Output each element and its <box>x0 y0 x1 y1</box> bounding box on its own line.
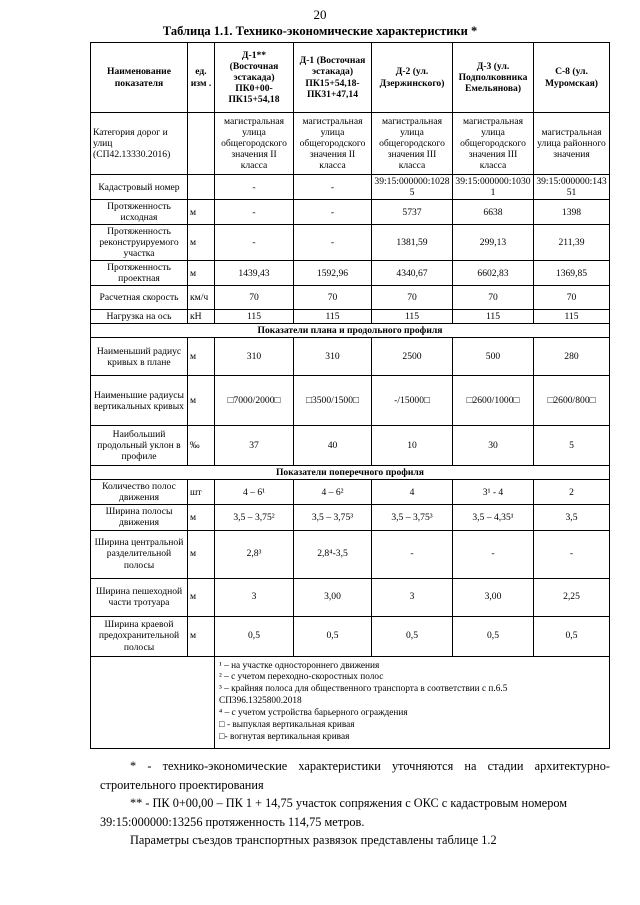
row-unit: м <box>188 505 215 530</box>
row-label: Ширина пешеходной части тротуара <box>91 578 188 616</box>
row-value-c1: 4 – 6¹ <box>215 480 294 505</box>
footnote-line: ¹ – на участке одностороннего движения <box>219 660 380 671</box>
section-heading: Показатели плана и продольного профиля <box>91 324 610 338</box>
header-d2: Д-2 (ул. Дзержинского) <box>372 43 453 113</box>
row-value-c3: -/15000□ <box>372 376 453 426</box>
row-value-c5: 70 <box>534 286 610 310</box>
footnote-line: СП396.1325800.2018 <box>219 696 302 707</box>
row-value-c3: 4340,67 <box>372 261 453 286</box>
footnote-line: ⁴ – с учетом устройства барьерного ограждения <box>219 708 408 719</box>
row-value-c4: 6638 <box>453 200 534 225</box>
header-name: Наименование показателя <box>91 43 188 113</box>
row-value-c1: 310 <box>215 338 294 376</box>
row-value-c1: 115 <box>215 310 294 324</box>
row-label: Протяженность реконструируемого участка <box>91 225 188 261</box>
row-value-c4: 3,5 – 4,35¹ <box>453 505 534 530</box>
table-row <box>91 530 610 578</box>
table-row <box>91 480 610 505</box>
row-label: Ширина краевой предохранительной полосы <box>91 616 188 656</box>
row-value-c2: 40 <box>294 426 372 466</box>
row-unit <box>188 175 215 200</box>
row-label: Кадастровый номер <box>91 175 188 200</box>
row-value-c2: 115 <box>294 310 372 324</box>
row-value-c1: магистральная улица общегородского значения II класса <box>215 113 294 175</box>
row-value-c3: 3 <box>372 578 453 616</box>
row-value-c4: 0,5 <box>453 616 534 656</box>
row-value-c4: 6602,83 <box>453 261 534 286</box>
row-value-c1: 70 <box>215 286 294 310</box>
row-label: Ширина полосы движения <box>91 505 188 530</box>
row-value-c5: 1398 <box>534 200 610 225</box>
row-label: Протяженность проектная <box>91 261 188 286</box>
row-value-c5: 280 <box>534 338 610 376</box>
row-unit: кН <box>188 310 215 324</box>
row-value-c2: 70 <box>294 286 372 310</box>
header-d1-b: Д-1 (Восточная эстакада) ПК15+54,18-ПК31+47,14 <box>294 43 372 113</box>
row-value-c5: магистральная улица районного значения <box>534 113 610 175</box>
row-value-c3: 70 <box>372 286 453 310</box>
row-value-c4: - <box>453 530 534 578</box>
footnote-line: ² – с учетом переходно-скоростных полос <box>219 672 384 683</box>
footnotes-cell <box>215 656 610 748</box>
row-unit: м <box>188 578 215 616</box>
row-unit: м <box>188 530 215 578</box>
header-c8: С-8 (ул. Муромская) <box>534 43 610 113</box>
note-star: * - технико-экономические характеристики уточняются на стадии архитектурно-строительного проектирования <box>100 759 610 792</box>
table-row <box>91 426 610 466</box>
row-value-c5: 1369,85 <box>534 261 610 286</box>
footnote-line: ³ – крайняя полоса для общественного транспорта в соответствии с п.6.5 <box>219 684 508 695</box>
row-value-c2: - <box>294 175 372 200</box>
header-d3: Д-3 (ул. Подполковника Емельянова) <box>453 43 534 113</box>
row-unit: ‰ <box>188 426 215 466</box>
row-value-c2: 3,00 <box>294 578 372 616</box>
note-double-star-line1: ** - ПК 0+00,00 – ПК 1 + 14,75 участок сопряжения с ОКС с кадастровым номером <box>130 796 568 810</box>
row-value-c4: 70 <box>453 286 534 310</box>
row-value-c4: 3¹ - 4 <box>453 480 534 505</box>
row-value-c1: 0,5 <box>215 616 294 656</box>
note-double-star <box>100 794 610 831</box>
note-double-star-line2: 39:15:000000:13256 протяженность 114,75 метров. <box>100 814 365 829</box>
section-plan-profile <box>91 324 610 338</box>
page-number: 20 <box>313 7 327 22</box>
row-value-c1: - <box>215 225 294 261</box>
row-label: Нагрузка на ось <box>91 310 188 324</box>
row-value-c2: - <box>294 225 372 261</box>
table-row <box>91 286 610 310</box>
row-value-c1: 3 <box>215 578 294 616</box>
row-label: Наибольший продольный уклон в профиле <box>91 426 188 466</box>
row-value-c1: 37 <box>215 426 294 466</box>
row-unit: м <box>188 225 215 261</box>
row-value-c1: 3,5 – 3,75² <box>215 505 294 530</box>
row-value-c3: 39:15:000000:10285 <box>372 175 453 200</box>
row-unit: м <box>188 338 215 376</box>
row-value-c2: □3500/1500□ <box>294 376 372 426</box>
header-unit: ед. изм . <box>188 43 215 113</box>
row-label: Ширина центральной разделительной полосы <box>91 530 188 578</box>
row-value-c4: магистральная улица общегородского значения III класса <box>453 113 534 175</box>
row-label: Протяженность исходная <box>91 200 188 225</box>
row-value-c5: 115 <box>534 310 610 324</box>
row-value-c5: 2 <box>534 480 610 505</box>
row-value-c5: 39:15:000000:14351 <box>534 175 610 200</box>
row-value-c3: 1381,59 <box>372 225 453 261</box>
row-value-c1: □7000/2000□ <box>215 376 294 426</box>
row-value-c5: 211,39 <box>534 225 610 261</box>
table-row <box>91 225 610 261</box>
row-value-c3: 5737 <box>372 200 453 225</box>
row-value-c4: □2600/1000□ <box>453 376 534 426</box>
row-value-c3: 10 <box>372 426 453 466</box>
table-row <box>91 376 610 426</box>
row-value-c2: - <box>294 200 372 225</box>
row-value-c2: 4 – 6² <box>294 480 372 505</box>
footnote-line: □- вогнутая вертикальная кривая <box>219 731 350 742</box>
row-label: Расчетная скорость <box>91 286 188 310</box>
row-value-c1: 1439,43 <box>215 261 294 286</box>
row-value-c4: 39:15:000000:10301 <box>453 175 534 200</box>
footnote-line: □ - выпуклая вертикальная кривая <box>219 719 355 730</box>
header-row <box>91 43 610 113</box>
row-value-c4: 3,00 <box>453 578 534 616</box>
row-value-c3: 115 <box>372 310 453 324</box>
section-cross-profile <box>91 466 610 480</box>
row-unit: шт <box>188 480 215 505</box>
row-value-c4: 115 <box>453 310 534 324</box>
row-unit: м <box>188 616 215 656</box>
table-row <box>91 175 610 200</box>
row-value-c5: 0,5 <box>534 616 610 656</box>
row-unit <box>188 113 215 175</box>
table-row <box>91 338 610 376</box>
note-params: Параметры съездов транспортных развязок представлены таблице 1.2 <box>130 833 497 847</box>
row-label: Наименьший радиус кривых в плане <box>91 338 188 376</box>
table-row <box>91 505 610 530</box>
row-value-c3: 0,5 <box>372 616 453 656</box>
row-unit: м <box>188 376 215 426</box>
row-value-c3: 2500 <box>372 338 453 376</box>
table-row <box>91 310 610 324</box>
row-value-c2: 310 <box>294 338 372 376</box>
tech-econ-table <box>90 42 610 749</box>
row-value-c5: - <box>534 530 610 578</box>
row-value-c1: - <box>215 175 294 200</box>
row-value-c3: 4 <box>372 480 453 505</box>
table-row <box>91 261 610 286</box>
row-value-c5: 2,25 <box>534 578 610 616</box>
row-value-c5: 3,5 <box>534 505 610 530</box>
row-label: Категория дорог и улиц (СП42.13330.2016) <box>91 113 188 175</box>
row-value-c5: □2600/800□ <box>534 376 610 426</box>
table-row <box>91 113 610 175</box>
row-unit: м <box>188 261 215 286</box>
row-value-c4: 299,13 <box>453 225 534 261</box>
table-row <box>91 578 610 616</box>
row-unit: м <box>188 200 215 225</box>
row-value-c4: 500 <box>453 338 534 376</box>
row-value-c3: 3,5 – 3,75³ <box>372 505 453 530</box>
row-value-c2: 3,5 – 3,75³ <box>294 505 372 530</box>
row-unit: км/ч <box>188 286 215 310</box>
row-value-c2: 0,5 <box>294 616 372 656</box>
row-value-c1: - <box>215 200 294 225</box>
table-row <box>91 616 610 656</box>
row-value-c5: 5 <box>534 426 610 466</box>
row-value-c3: - <box>372 530 453 578</box>
section-heading: Показатели поперечного профиля <box>91 466 610 480</box>
row-value-c4: 30 <box>453 426 534 466</box>
row-value-c2: 1592,96 <box>294 261 372 286</box>
table-title: Таблица 1.1. Технико-экономические характеристики * <box>162 24 478 38</box>
footnotes-spacer <box>91 656 215 748</box>
row-value-c2: магистральная улица общегородского значения II класса <box>294 113 372 175</box>
row-value-c2: 2,8⁴-3,5 <box>294 530 372 578</box>
row-value-c1: 2,8³ <box>215 530 294 578</box>
row-label: Количество полос движения <box>91 480 188 505</box>
footnotes-row <box>91 656 610 748</box>
row-value-c3: магистральная улица общегородского значения III класса <box>372 113 453 175</box>
table-row <box>91 200 610 225</box>
row-label: Наименьшие радиусы вертикальных кривых <box>91 376 188 426</box>
header-d1-a: Д-1** (Восточная эстакада) ПК0+00-ПК15+54,18 <box>215 43 294 113</box>
